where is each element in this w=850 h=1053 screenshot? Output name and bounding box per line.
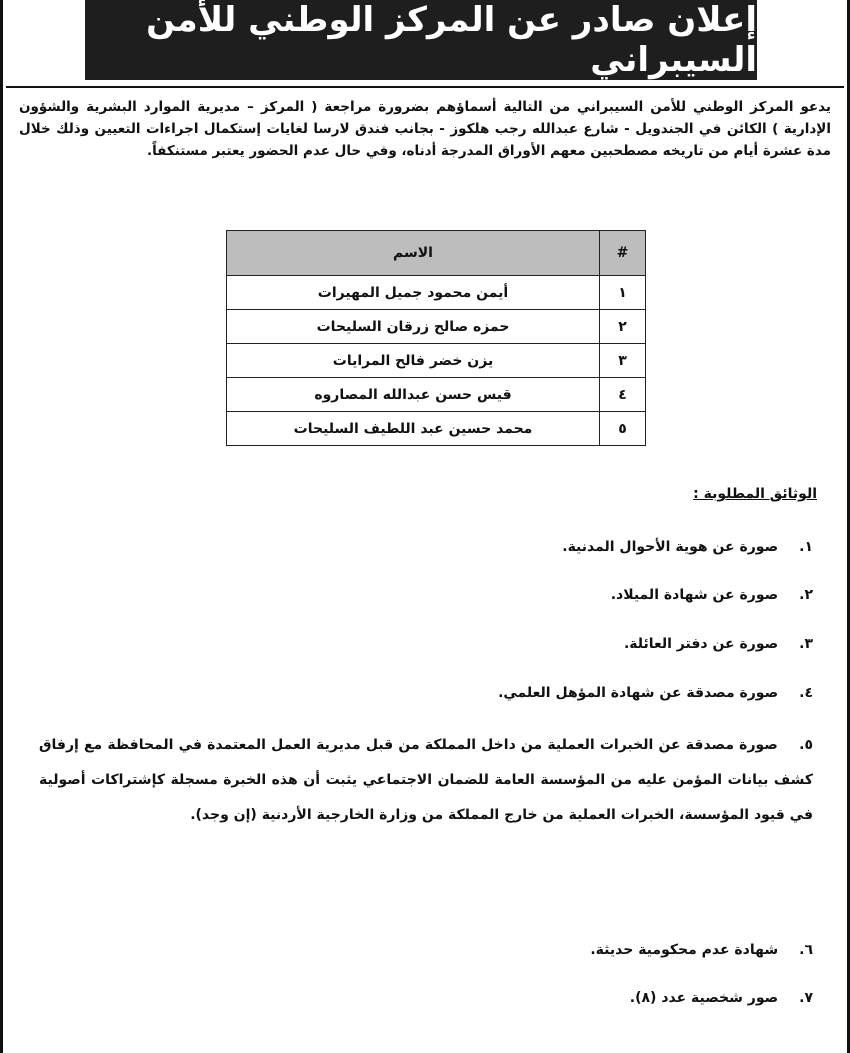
document-text: صورة مصدقة عن الخبرات العملية من داخل المملكة من قبل مديرية العمل المعتمدة في المحافظة مع إرفاق كشف بيانات المؤمن عليه من المؤسسة العامة للضمان الاجتماعي يثبت أن هذه الخبرة مسجلة كإشتراكات أصولية في قيود المؤسسة، الخبرات العملية من خارج المملكة من وزارة الخارجية الأردنية (إن وجد).: [39, 737, 813, 823]
document-item: [611, 585, 813, 605]
table-header-row: [227, 231, 646, 276]
row-name: يزن خضر فالح المرايات: [227, 344, 600, 378]
document-text: صورة عن دفتر العائلة.: [623, 636, 779, 652]
table-row: [227, 310, 646, 344]
table-row: [227, 378, 646, 412]
row-name: أيمن محمود جميل المهيرات: [227, 276, 600, 310]
candidates-table: [226, 230, 646, 446]
divider: [6, 86, 844, 88]
row-name: محمد حسين عبد اللطيف السليحات: [227, 412, 600, 446]
row-number: ١: [600, 276, 646, 310]
row-number: ٤: [600, 378, 646, 412]
row-number: ٥: [600, 412, 646, 446]
document-item: [39, 728, 813, 833]
table-row: [227, 412, 646, 446]
document-item: [562, 537, 813, 557]
table-row: [227, 276, 646, 310]
document-item: [624, 634, 813, 654]
document-number: ٧.: [799, 990, 813, 1006]
document-number: ٣.: [799, 636, 813, 652]
header-name: الاسم: [227, 231, 600, 276]
document-number: ٤.: [799, 685, 813, 701]
document-text: صورة عن شهادة الميلاد.: [610, 587, 779, 603]
page-title: إعلان صادر عن المركز الوطني للأمن السيبراني: [85, 0, 757, 80]
document-item: [498, 683, 813, 703]
row-number: ٣: [600, 344, 646, 378]
document-item: [590, 940, 813, 960]
documents-heading: الوثائق المطلوبة :: [693, 486, 817, 502]
intro-paragraph: يدعو المركز الوطني للأمن السيبراني من التالية أسماؤهم بضرورة مراجعة ( المركز – مديرية الموارد البشرية والشؤون الإدارية ) الكائن في الجندويل - شارع عبدالله رجب هلكوز - بجانب فندق لارسا لغايات إستكمال اجراءات التعيين وذلك خلال مدة عشرة أيام من تاريخه مصطحبين معهم الأوراق المدرجة أدناه، وفي حال عدم الحضور يعتبر مستنكفاً.: [19, 99, 831, 159]
document-text: صورة مصدقة عن شهادة المؤهل العلمي.: [498, 685, 779, 701]
document-number: ٥.: [799, 737, 813, 753]
header-number: #: [600, 231, 646, 276]
document-number: ٦.: [799, 942, 813, 958]
document-text: شهادة عدم محكومية حديثة.: [590, 942, 779, 958]
table-row: [227, 344, 646, 378]
row-name: حمزه صالح زرقان السليحات: [227, 310, 600, 344]
document-number: ٢.: [799, 587, 813, 603]
document-text: صور شخصية عدد (٨).: [629, 990, 779, 1006]
document-item: [630, 988, 813, 1008]
row-name: قيس حسن عبدالله المصاروه: [227, 378, 600, 412]
row-number: ٢: [600, 310, 646, 344]
document-number: ١.: [799, 539, 813, 555]
document-text: صورة عن هوية الأحوال المدنية.: [562, 539, 779, 555]
